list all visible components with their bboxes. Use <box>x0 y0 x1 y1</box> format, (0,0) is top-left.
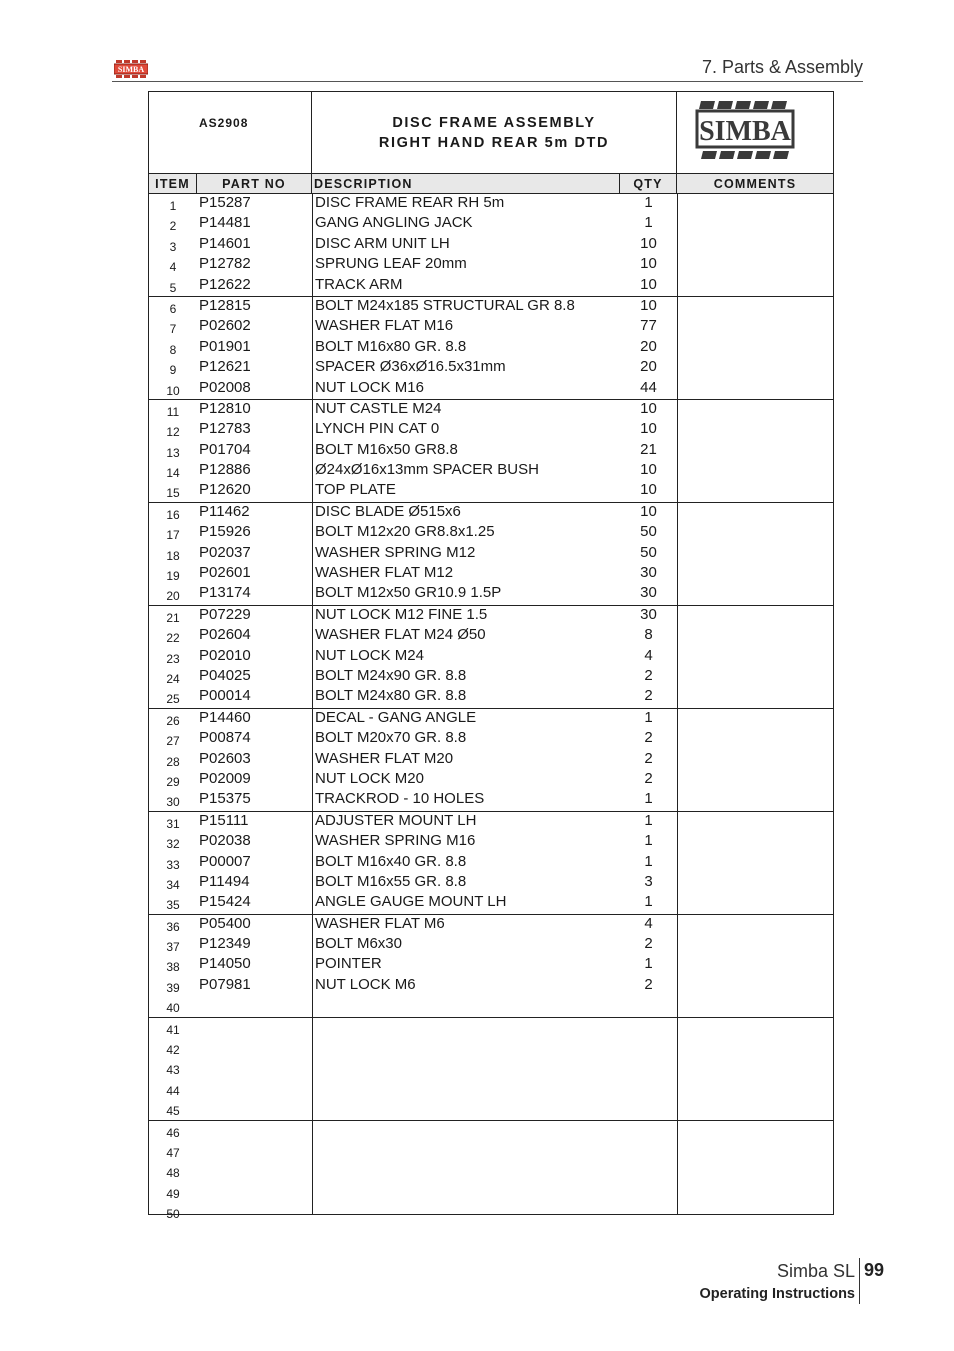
row-item-number: 23 <box>166 651 180 666</box>
row-group <box>149 503 833 606</box>
table-row <box>149 214 833 234</box>
row-quantity: 2 <box>644 729 653 747</box>
row-quantity: 10 <box>640 502 657 520</box>
table-row <box>149 812 833 832</box>
row-item-number: 22 <box>166 631 180 646</box>
table-row <box>149 935 833 955</box>
table-header <box>149 174 833 194</box>
row-part-number: P01901 <box>199 337 251 355</box>
row-description: DECAL - GANG ANGLE <box>315 708 477 726</box>
col-header-qty: QTY <box>620 174 677 193</box>
row-part-number: P13174 <box>199 584 251 602</box>
table-row <box>149 481 833 501</box>
simba-logo-text: SIMBA <box>699 116 791 147</box>
table-row <box>149 461 833 481</box>
row-description: WASHER FLAT M20 <box>315 749 454 767</box>
row-item-number: 43 <box>166 1063 180 1078</box>
table-row <box>149 1121 833 1141</box>
row-description: WASHER SPRING M12 <box>315 543 476 561</box>
row-part-number: P15287 <box>199 194 251 211</box>
table-row <box>149 976 833 996</box>
row-item-number: 46 <box>166 1125 180 1140</box>
row-item-number: 49 <box>166 1186 180 1201</box>
row-quantity: 1 <box>644 214 653 232</box>
row-item-number: 19 <box>166 569 180 584</box>
row-group <box>149 297 833 400</box>
row-item-number: 17 <box>166 528 180 543</box>
row-quantity: 1 <box>644 955 653 973</box>
row-part-number: P15926 <box>199 523 251 541</box>
table-row <box>149 1161 833 1181</box>
row-description: BOLT M12x50 GR10.9 1.5P <box>315 584 502 602</box>
row-quantity: 1 <box>644 893 653 911</box>
row-quantity: 10 <box>640 420 657 438</box>
col-header-comments: COMMENTS <box>713 177 797 191</box>
row-item-number: 29 <box>166 774 180 789</box>
table-row <box>149 893 833 913</box>
row-description: SPRUNG LEAF 20mm <box>315 255 467 273</box>
parts-sheet <box>148 91 834 1222</box>
table-row <box>149 873 833 893</box>
row-quantity: 10 <box>640 296 657 314</box>
table-row <box>149 400 833 420</box>
row-quantity: 4 <box>644 646 653 664</box>
row-part-number: P05400 <box>199 914 251 932</box>
assembly-title-line2: RIGHT HAND REAR 5m DTD <box>378 135 610 151</box>
row-part-number: P12815 <box>199 296 251 314</box>
row-quantity: 50 <box>640 523 657 541</box>
table-row <box>149 832 833 852</box>
table-row <box>149 379 833 399</box>
row-item-number: 33 <box>166 857 180 872</box>
row-part-number: P07229 <box>199 605 251 623</box>
row-item-number: 38 <box>166 960 180 975</box>
row-item-number: 50 <box>166 1207 180 1222</box>
col-header-description: DESCRIPTION <box>312 174 620 193</box>
footer-subtitle: Operating Instructions <box>699 1286 855 1302</box>
row-group <box>149 400 833 503</box>
table-row <box>149 544 833 564</box>
row-item-number: 31 <box>166 816 180 831</box>
row-item-number: 7 <box>169 322 177 337</box>
row-quantity: 1 <box>644 708 653 726</box>
row-part-number: P14460 <box>199 708 251 726</box>
row-quantity: 30 <box>640 564 657 582</box>
table-row <box>149 687 833 707</box>
row-item-number: 39 <box>166 980 180 995</box>
row-part-number: P02601 <box>199 564 251 582</box>
table-row <box>149 255 833 275</box>
table-row <box>149 606 833 626</box>
header-logo-text: SIMBA <box>117 65 145 74</box>
table-row <box>149 358 833 378</box>
row-item-number: 16 <box>166 507 180 522</box>
row-quantity: 44 <box>640 378 657 396</box>
row-description: BOLT M6x30 <box>315 935 402 953</box>
row-description: POINTER <box>315 955 382 973</box>
row-part-number: P04025 <box>199 666 251 684</box>
row-item-number: 3 <box>169 239 177 254</box>
row-description: DISC BLADE Ø515x6 <box>315 502 461 520</box>
row-part-number: P00874 <box>199 729 251 747</box>
row-quantity: 2 <box>644 935 653 953</box>
table-row <box>149 915 833 935</box>
row-description: WASHER FLAT M24 Ø50 <box>315 626 486 644</box>
row-description: DISC ARM UNIT LH <box>315 234 450 252</box>
table-row <box>149 729 833 749</box>
row-group <box>149 1018 833 1121</box>
section-title: 7. Parts & Assembly <box>701 57 863 77</box>
row-part-number: P02602 <box>199 317 251 335</box>
row-quantity: 10 <box>640 461 657 479</box>
header-simba-logo <box>114 60 148 78</box>
row-quantity: 10 <box>640 481 657 499</box>
row-part-number: P07981 <box>199 975 251 993</box>
row-item-number: 32 <box>166 837 180 852</box>
row-description: BOLT M12x20 GR8.8x1.25 <box>315 523 495 541</box>
row-item-number: 10 <box>166 383 180 398</box>
table-row <box>149 750 833 770</box>
table-row <box>149 1099 833 1119</box>
table-row <box>149 420 833 440</box>
table-row <box>149 584 833 604</box>
row-item-number: 15 <box>166 486 180 501</box>
row-item-number: 30 <box>166 795 180 810</box>
row-group <box>149 915 833 1018</box>
row-part-number: P12886 <box>199 461 251 479</box>
row-group <box>149 606 833 709</box>
row-part-number: P12810 <box>199 399 251 417</box>
row-description: BOLT M24x90 GR. 8.8 <box>315 666 467 684</box>
row-quantity: 1 <box>644 790 653 808</box>
row-description: DISC FRAME REAR RH 5m <box>315 194 505 211</box>
row-description: TRACK ARM <box>315 275 403 293</box>
assembly-number: AS2908 <box>149 92 312 174</box>
row-description: NUT LOCK M16 <box>315 378 424 396</box>
row-item-number: 45 <box>166 1104 180 1119</box>
row-description: NUT LOCK M6 <box>315 975 416 993</box>
table-row <box>149 626 833 646</box>
row-part-number: P02010 <box>199 646 251 664</box>
row-item-number: 8 <box>169 342 177 357</box>
row-description: NUT LOCK M20 <box>315 769 424 787</box>
row-item-number: 34 <box>166 877 180 892</box>
row-item-number: 35 <box>166 898 180 913</box>
row-description: TRACKROD - 10 HOLES <box>315 790 485 808</box>
table-row <box>149 667 833 687</box>
row-description: BOLT M16x50 GR8.8 <box>315 440 458 458</box>
row-part-number: P15424 <box>199 893 251 911</box>
assembly-title <box>312 92 677 174</box>
row-part-number: P02603 <box>199 749 251 767</box>
row-quantity: 77 <box>640 317 657 335</box>
table-row <box>149 647 833 667</box>
row-item-number: 4 <box>169 260 177 275</box>
row-quantity: 20 <box>640 358 657 376</box>
row-item-number: 9 <box>169 363 177 378</box>
row-part-number: P00007 <box>199 852 251 870</box>
simba-logo-icon <box>695 99 795 163</box>
row-item-number: 37 <box>166 940 180 955</box>
row-part-number: P12621 <box>199 358 251 376</box>
row-quantity: 2 <box>644 975 653 993</box>
table-row <box>149 1058 833 1078</box>
row-part-number: P01704 <box>199 440 251 458</box>
row-part-number: P02037 <box>199 543 251 561</box>
col-header-item: ITEM <box>149 174 197 193</box>
row-part-number: P11462 <box>199 502 250 520</box>
row-group <box>149 812 833 915</box>
row-description: BOLT M16x80 GR. 8.8 <box>315 337 467 355</box>
row-description: BOLT M16x55 GR. 8.8 <box>315 872 467 890</box>
table-row <box>149 1182 833 1202</box>
row-description: WASHER SPRING M16 <box>315 832 476 850</box>
row-description: Ø24xØ16x13mm SPACER BUSH <box>315 461 539 479</box>
table-row <box>149 194 833 214</box>
row-quantity: 2 <box>644 769 653 787</box>
row-description: ADJUSTER MOUNT LH <box>315 811 477 829</box>
row-group <box>149 1121 833 1223</box>
row-item-number: 14 <box>166 466 180 481</box>
row-item-number: 11 <box>166 404 180 419</box>
row-item-number: 28 <box>166 754 180 769</box>
row-description: BOLT M24x80 GR. 8.8 <box>315 687 467 705</box>
row-description: WASHER FLAT M12 <box>315 564 454 582</box>
row-description: LYNCH PIN CAT 0 <box>315 420 440 438</box>
row-item-number: 24 <box>166 671 180 686</box>
row-description: WASHER FLAT M6 <box>315 914 445 932</box>
header-divider <box>112 81 863 82</box>
row-part-number: P12349 <box>199 935 251 953</box>
row-description: GANG ANGLING JACK <box>315 214 473 232</box>
table-row <box>149 523 833 543</box>
row-quantity: 1 <box>644 832 653 850</box>
table-row <box>149 297 833 317</box>
row-quantity: 1 <box>644 811 653 829</box>
row-description: TOP PLATE <box>315 481 396 499</box>
row-description: BOLT M16x40 GR. 8.8 <box>315 852 467 870</box>
row-item-number: 27 <box>166 734 180 749</box>
row-item-number: 1 <box>169 199 177 213</box>
table-row <box>149 1038 833 1058</box>
row-description: SPACER Ø36xØ16.5x31mm <box>315 358 506 376</box>
table-row <box>149 317 833 337</box>
page-number: 99 <box>864 1260 885 1280</box>
col-header-part-no: PART NO <box>197 174 312 193</box>
row-item-number: 18 <box>166 548 180 563</box>
row-item-number: 41 <box>166 1022 180 1037</box>
row-part-number: P15111 <box>199 811 249 829</box>
row-item-number: 26 <box>166 713 180 728</box>
table-row <box>149 1018 833 1038</box>
table-row <box>149 1079 833 1099</box>
row-quantity: 10 <box>640 255 657 273</box>
row-item-number: 6 <box>169 301 177 316</box>
table-row <box>149 564 833 584</box>
parts-table-body <box>149 194 833 1223</box>
table-row <box>149 790 833 810</box>
row-quantity: 8 <box>644 626 653 644</box>
table-row <box>149 338 833 358</box>
row-description: NUT CASTLE M24 <box>315 399 442 417</box>
table-row <box>149 441 833 461</box>
assembly-title-line1: DISC FRAME ASSEMBLY <box>392 115 596 131</box>
row-description: BOLT M24x185 STRUCTURAL GR 8.8 <box>315 296 575 314</box>
row-quantity: 1 <box>644 194 653 211</box>
row-group <box>149 709 833 812</box>
row-description: WASHER FLAT M16 <box>315 317 454 335</box>
row-quantity: 3 <box>644 872 653 890</box>
table-row <box>149 709 833 729</box>
row-description: ANGLE GAUGE MOUNT LH <box>315 893 507 911</box>
row-item-number: 48 <box>166 1166 180 1181</box>
row-part-number: P15375 <box>199 790 251 808</box>
row-quantity: 10 <box>640 275 657 293</box>
row-quantity: 2 <box>644 666 653 684</box>
row-part-number: P12783 <box>199 420 251 438</box>
row-quantity: 50 <box>640 543 657 561</box>
row-part-number: P12622 <box>199 275 251 293</box>
table-row <box>149 235 833 255</box>
row-quantity: 30 <box>640 605 657 623</box>
row-part-number: P14481 <box>199 214 251 232</box>
row-description: NUT LOCK M24 <box>315 646 424 664</box>
row-item-number: 21 <box>166 610 180 625</box>
row-part-number: P02038 <box>199 832 251 850</box>
row-quantity: 30 <box>640 584 657 602</box>
table-row <box>149 276 833 296</box>
row-item-number: 36 <box>166 919 180 934</box>
row-item-number: 42 <box>166 1043 180 1058</box>
row-item-number: 12 <box>166 425 180 440</box>
row-part-number: P02009 <box>199 769 251 787</box>
table-row <box>149 1202 833 1222</box>
row-quantity: 10 <box>640 399 657 417</box>
row-item-number: 2 <box>169 219 177 234</box>
assembly-title-block <box>149 92 833 174</box>
row-item-number: 5 <box>169 280 177 295</box>
row-part-number: P12620 <box>199 481 251 499</box>
table-row <box>149 955 833 975</box>
table-row <box>149 996 833 1016</box>
row-part-number: P12782 <box>199 255 251 273</box>
footer-product-name: Simba SL <box>776 1261 855 1281</box>
table-row <box>149 1141 833 1161</box>
footer-divider <box>859 1258 860 1304</box>
simba-brand-logo <box>677 92 833 174</box>
table-row <box>149 853 833 873</box>
row-part-number: P02008 <box>199 378 251 396</box>
row-quantity: 20 <box>640 337 657 355</box>
row-item-number: 40 <box>166 1001 180 1016</box>
row-description: BOLT M20x70 GR. 8.8 <box>315 729 467 747</box>
row-part-number: P00014 <box>199 687 251 705</box>
table-row <box>149 770 833 790</box>
row-quantity: 2 <box>644 749 653 767</box>
row-item-number: 13 <box>166 445 180 460</box>
row-quantity: 21 <box>640 440 657 458</box>
row-part-number: P11494 <box>199 872 250 890</box>
row-part-number: P02604 <box>199 626 251 644</box>
row-quantity: 2 <box>644 687 653 705</box>
row-description: NUT LOCK M12 FINE 1.5 <box>315 605 488 623</box>
row-part-number: P14601 <box>199 234 251 252</box>
row-quantity: 1 <box>644 852 653 870</box>
row-item-number: 44 <box>166 1083 180 1098</box>
row-group <box>149 194 833 297</box>
table-row <box>149 503 833 523</box>
row-quantity: 4 <box>644 914 653 932</box>
row-item-number: 47 <box>166 1145 180 1160</box>
row-item-number: 20 <box>166 589 180 604</box>
row-part-number: P14050 <box>199 955 251 973</box>
row-item-number: 25 <box>166 692 180 707</box>
row-quantity: 10 <box>640 234 657 252</box>
